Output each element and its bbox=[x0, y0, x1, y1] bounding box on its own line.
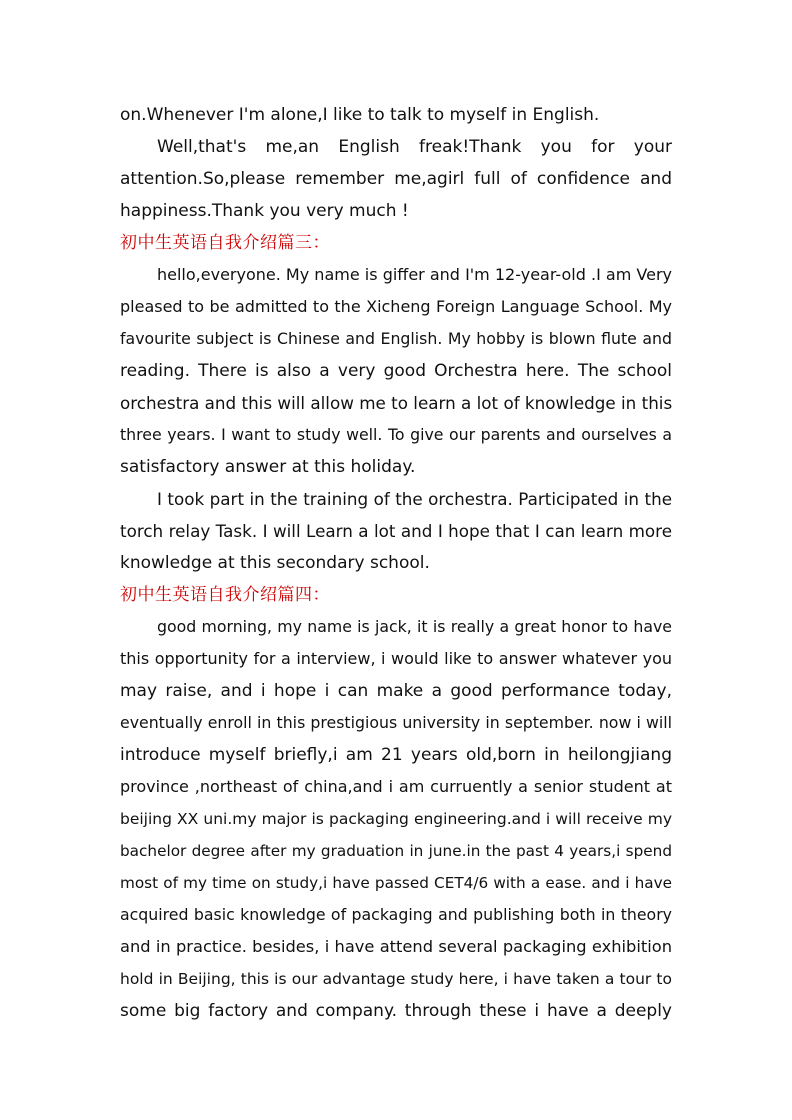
paragraph bbox=[120, 99, 672, 131]
text-line: hello,everyone. My name is giffer and I'm 12-year-old .I am Very bbox=[157, 265, 672, 284]
section-heading: 初中生英语自我介绍篇四： bbox=[120, 585, 330, 605]
paragraph bbox=[120, 611, 672, 1027]
paragraph bbox=[120, 131, 672, 227]
text-line: some big factory and company. through these i have a deeply bbox=[120, 1001, 672, 1021]
text-line: eventually enroll in this prestigious university in september. now i will bbox=[120, 713, 672, 732]
text-line: knowledge at this secondary school. bbox=[120, 553, 430, 573]
text-line: pleased to be admitted to the Xicheng Foreign Language School. My bbox=[120, 297, 672, 316]
text-line: bachelor degree after my graduation in june.in the past 4 years,i spend bbox=[120, 842, 672, 860]
text-line: three years. I want to study well. To give our parents and ourselves a bbox=[120, 425, 672, 444]
text-line: Well,that's me,an English freak!Thank you for your bbox=[157, 137, 672, 157]
text-line: province ,northeast of china,and i am curruently a senior student at bbox=[120, 777, 672, 796]
text-line: most of my time on study,i have passed CET4/6 with a ease. and i have bbox=[120, 874, 672, 892]
text-line: good morning, my name is jack, it is really a great honor to have bbox=[157, 617, 672, 636]
text-line: favourite subject is Chinese and English. My hobby is blown flute and bbox=[120, 329, 672, 348]
text-line: hold in Beijing, this is our advantage study here, i have taken a tour to bbox=[120, 970, 672, 988]
text-line: I took part in the training of the orchestra. Participated in the bbox=[157, 489, 672, 509]
section-heading: 初中生英语自我介绍篇三： bbox=[120, 233, 330, 253]
text-line: orchestra and this will allow me to learn a lot of knowledge in this bbox=[120, 393, 673, 413]
text-line: this opportunity for a interview, i would like to answer whatever you bbox=[120, 649, 672, 668]
text-line: and in practice. besides, i have attend several packaging exhibition bbox=[120, 937, 672, 956]
text-line: beijing XX uni.my major is packaging engineering.and i will receive my bbox=[120, 810, 672, 828]
text-line: introduce myself briefly,i am 21 years old,born in heilongjiang bbox=[120, 745, 672, 765]
text-line: may raise, and i hope i can make a good performance today, bbox=[120, 681, 672, 701]
text-line: reading. There is also a very good Orchestra here. The school bbox=[120, 361, 672, 381]
text-line: acquired basic knowledge of packaging and publishing both in theory bbox=[120, 905, 672, 924]
paragraph bbox=[120, 483, 672, 579]
paragraph bbox=[120, 259, 672, 483]
document-page bbox=[120, 99, 672, 1027]
text-line: attention.So,please remember me,agirl full of confidence and bbox=[120, 169, 672, 189]
text-line: happiness.Thank you very much ! bbox=[120, 201, 409, 221]
text-line: satisfactory answer at this holiday. bbox=[120, 457, 416, 477]
text-line: on.Whenever I'm alone,I like to talk to myself in English. bbox=[120, 105, 600, 125]
text-line: torch relay Task. I will Learn a lot and I hope that I can learn more bbox=[120, 521, 672, 541]
